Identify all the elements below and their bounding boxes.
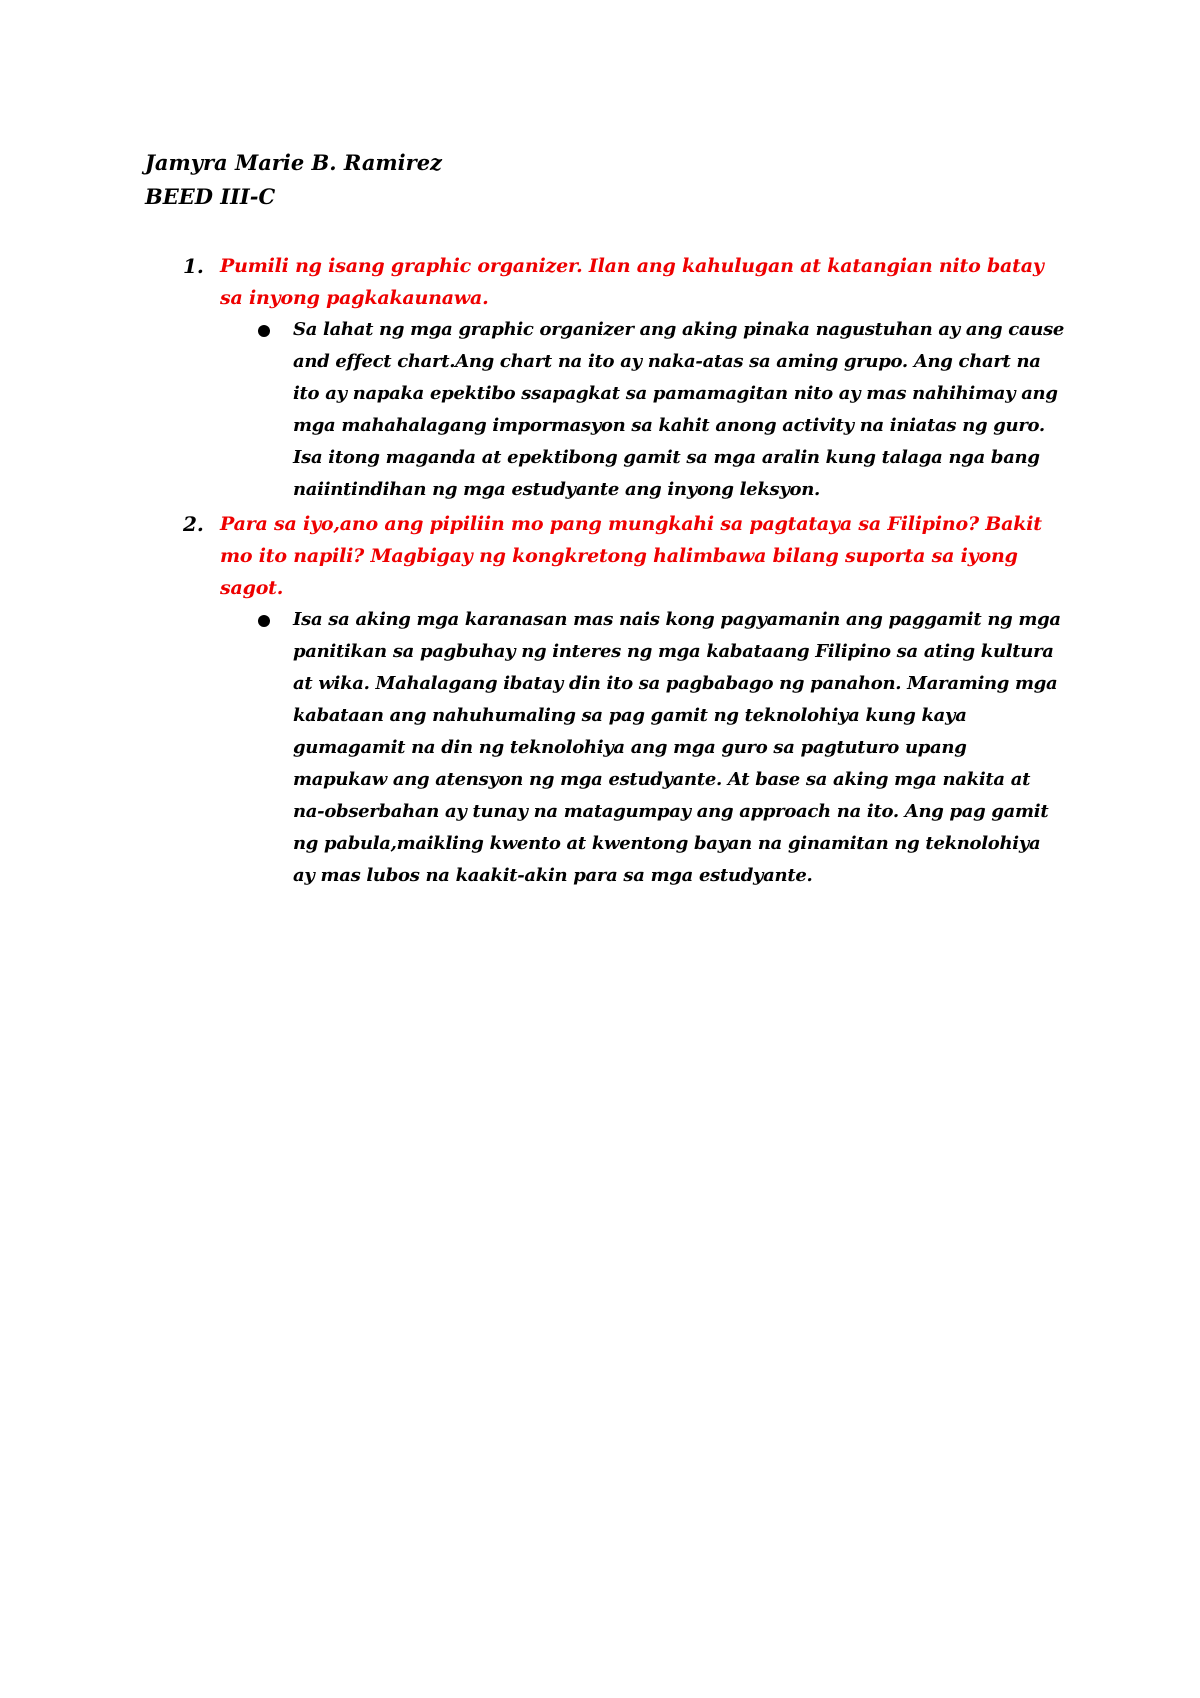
answer-text: Isa sa aking mga karanasan mas nais kong pagyamanin ang paggamit ng mga panitikan sa pagbuhay ng interes ng mga kabataang Filipino sa ating kultura at wika. Mahalagang ibatay din ito sa pagbabago ng panahon. Maraming mga kabataan ang nahuhumaling sa pag gamit ng teknolohiya kung kaya gumagamit na din ng teknolohiya ang mga guro sa pagtuturo upang mapukaw ang atensyon ng mga estudyante. At base sa aking mga nakita at na-obserbahan ay tunay na matagumpay ang approach na ito. Ang pag gamit ng pabula,maikling kwento at kwentong bayan na ginamitan ng teknolohiya ay mas lubos na kaakit-akin para sa mga estudyante. [293, 609, 1061, 886]
answer-list [145, 604, 1065, 892]
course-section: BEED III-C [145, 184, 276, 209]
question-number: 1. [183, 254, 204, 278]
question-item [145, 508, 1065, 892]
question-row [145, 250, 1065, 314]
answer-text: Sa lahat ng mga graphic organizer ang aking pinaka nagustuhan ay ang cause and effect chart.Ang chart na ito ay naka-atas sa aming grupo. Ang chart na ito ay napaka epektibo ssapagkat sa pamamagitan nito ay mas nahihimay ang mga mahahalagang impormasyon sa kahit anong activity na iniatas ng guro. Isa itong maganda at epektibong gamit sa mga aralin kung talaga nga bang naiintindihan ng mga estudyante ang inyong leksyon. [293, 319, 1065, 500]
answer-item [145, 604, 1065, 892]
answer-item [145, 314, 1065, 506]
bullet-icon [258, 615, 270, 627]
bullet-icon [258, 325, 270, 337]
document-header [145, 146, 442, 214]
answer-list [145, 314, 1065, 506]
question-text: Para sa iyo,ano ang pipiliin mo pang mungkahi sa pagtataya sa Filipino? Bakit mo ito napili? Magbigay ng kongkretong halimbawa bilang suporta sa iyong sagot. [220, 513, 1042, 599]
question-text: Pumili ng isang graphic organizer. Ilan ang kahulugan at katangian nito batay sa inyong pagkakaunawa. [220, 255, 1044, 309]
question-row [145, 508, 1065, 604]
question-item [145, 250, 1065, 506]
author-name: Jamyra Marie B. Ramirez [145, 150, 442, 175]
question-number: 2. [183, 512, 204, 536]
question-list [145, 250, 1065, 892]
